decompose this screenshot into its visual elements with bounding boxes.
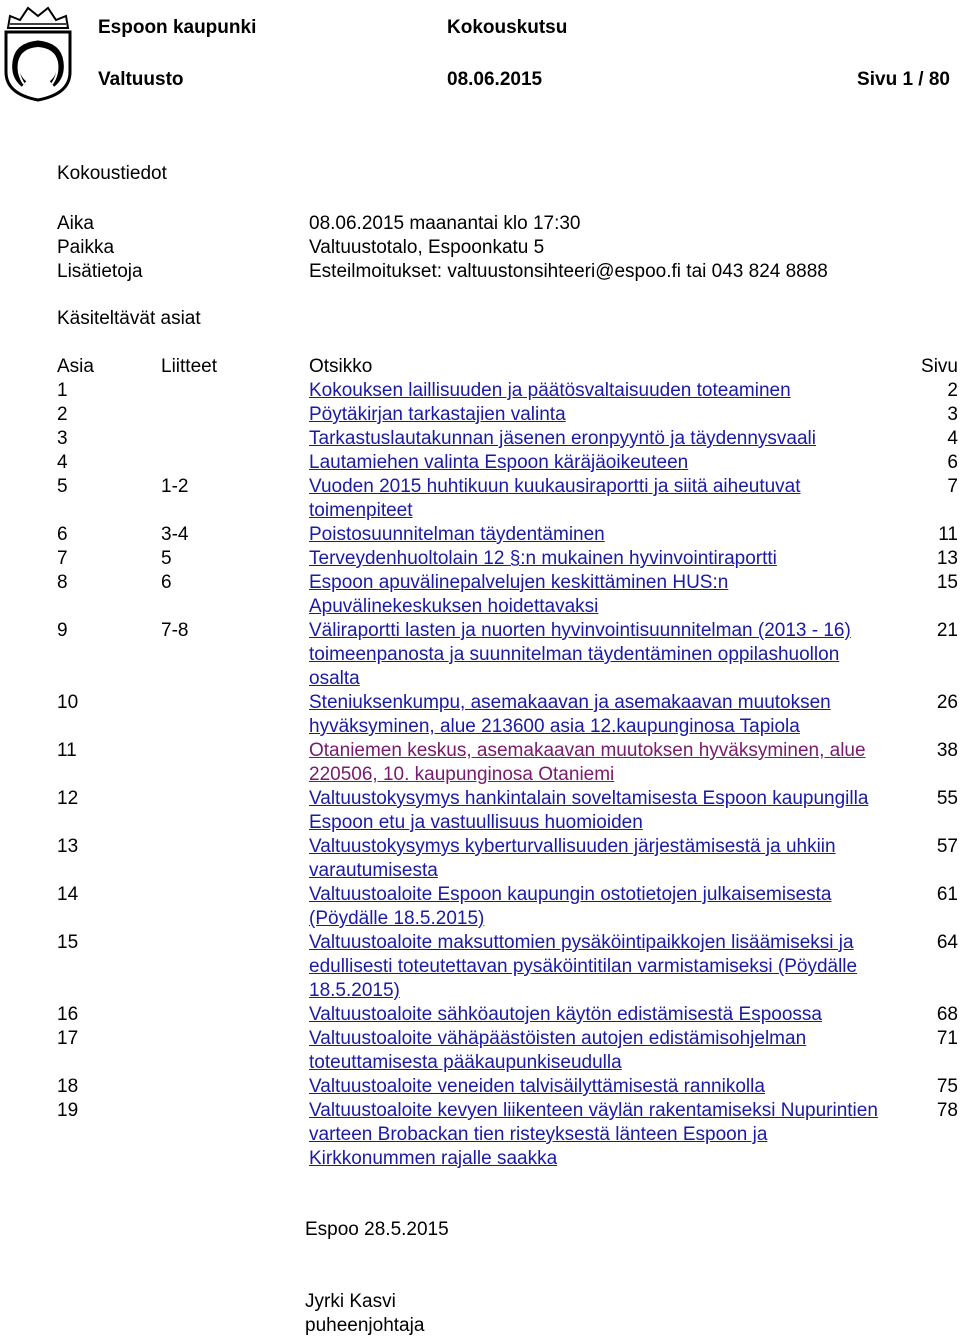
item-title-link[interactable]: Valtuustokysymys kyberturvallisuuden järjestämisestä ja uhkiin varautumisesta (309, 836, 836, 881)
item-number: 17 (57, 1028, 79, 1049)
agenda-table (57, 355, 960, 1171)
agenda-header-row (57, 355, 960, 379)
item-number: 8 (57, 572, 68, 593)
agenda-row (57, 379, 960, 403)
column-header-page: Sivu (921, 356, 958, 377)
item-title-link[interactable]: Väliraportti lasten ja nuorten hyvinvointisuunnitelman (2013 - 16) toimeenpanosta ja suunnitelman täydentäminen oppilashuollon osalta (309, 620, 851, 689)
signer-name: Jyrki Kasvi (305, 1291, 396, 1312)
agenda-row (57, 1027, 960, 1075)
item-page: 78 (936, 1100, 958, 1121)
item-page: 26 (936, 692, 958, 713)
item-page: 7 (947, 476, 958, 497)
agenda-row (57, 475, 960, 523)
agenda-row (57, 571, 960, 619)
item-title-link[interactable]: Valtuustoaloite veneiden talvisäilyttämisestä rannikolla (309, 1076, 765, 1097)
info-label: Paikka (57, 237, 115, 258)
item-number: 13 (57, 836, 79, 857)
item-title-link[interactable]: Espoon apuvälinepalvelujen keskittäminen HUS:n Apuvälinekeskuksen hoidettavaksi (309, 572, 729, 617)
item-title-link[interactable]: Valtuustoaloite vähäpäästöisten autojen edistämisohjelman toteuttamisesta pääkaupunkiseudulla (309, 1028, 807, 1073)
agenda-row (57, 619, 960, 691)
item-page: 13 (936, 548, 958, 569)
info-value: 08.06.2015 maanantai klo 17:30 (309, 213, 581, 234)
agenda-row (57, 451, 960, 475)
item-page: 75 (936, 1076, 958, 1097)
item-title-link[interactable]: Vuoden 2015 huhtikuun kuukausiraportti ja siitä aiheutuvat toimenpiteet (309, 476, 801, 521)
item-title-link[interactable]: Otaniemen keskus, asemakaavan muutoksen hyväksyminen, alue 220506, 10. kaupunginosa Otaniemi (309, 740, 866, 785)
info-row (57, 260, 828, 284)
item-number: 12 (57, 788, 79, 809)
item-number: 18 (57, 1076, 79, 1097)
item-attachments: 6 (161, 572, 172, 593)
agenda-row (57, 427, 960, 451)
item-number: 7 (57, 548, 68, 569)
item-attachments: 7-8 (161, 620, 189, 641)
meeting-body: Valtuusto (98, 69, 184, 90)
item-number: 3 (57, 428, 68, 449)
item-attachments: 3-4 (161, 524, 189, 545)
info-value: Valtuustotalo, Espoonkatu 5 (309, 237, 545, 258)
info-value: Esteilmoitukset: valtuustonsihteeri@espoo.fi tai 043 824 8888 (309, 261, 828, 282)
item-page: 68 (936, 1004, 958, 1025)
item-number: 11 (57, 740, 77, 761)
agenda-row (57, 1099, 960, 1171)
info-row (57, 236, 828, 260)
agenda-row (57, 1075, 960, 1099)
espoo-coat-of-arms-icon (2, 2, 74, 102)
item-title-link[interactable]: Poistosuunnitelman täydentäminen (309, 524, 605, 545)
agenda-row (57, 523, 960, 547)
page-counter: Sivu 1 / 80 (857, 69, 950, 90)
agenda-heading: Käsiteltävät asiat (57, 308, 201, 329)
item-page: 55 (936, 788, 958, 809)
item-number: 16 (57, 1004, 79, 1025)
item-page: 4 (947, 428, 958, 449)
item-page: 11 (938, 524, 958, 545)
item-number: 14 (57, 884, 79, 905)
agenda-row (57, 931, 960, 1003)
column-header-title: Otsikko (309, 356, 373, 377)
meeting-info-heading: Kokoustiedot (57, 163, 167, 184)
item-title-link[interactable]: Valtuustoaloite kevyen liikenteen väylän rakentamiseksi Nupurintien varteen Brobackan tien risteyksestä länteen Espoon ja Kirkkonummen rajalle saakka (309, 1100, 878, 1169)
item-title-link[interactable]: Valtuustoaloite sähköautojen käytön edistämisestä Espoossa (309, 1004, 822, 1025)
item-page: 38 (936, 740, 958, 761)
meeting-info (57, 212, 828, 284)
agenda-row (57, 1003, 960, 1027)
item-page: 21 (936, 620, 958, 641)
item-attachments: 5 (161, 548, 172, 569)
agenda-row (57, 835, 960, 883)
item-number: 9 (57, 620, 68, 641)
place-and-date: Espoo 28.5.2015 (305, 1219, 449, 1240)
agenda-row (57, 403, 960, 427)
info-label: Lisätietoja (57, 261, 143, 282)
item-title-link[interactable]: Valtuustoaloite maksuttomien pysäköintipaikkojen lisäämiseksi ja edullisesti toteutettavan pysäköintitilan varmistamiseksi (Pöydälle 18.5.2015) (309, 932, 858, 1001)
info-row (57, 212, 828, 236)
item-title-link[interactable]: Tarkastuslautakunnan jäsenen eronpyyntö ja täydennysvaali (309, 428, 816, 449)
agenda-row (57, 883, 960, 931)
item-title-link[interactable]: Lautamiehen valinta Espoon käräjäoikeuteen (309, 452, 689, 473)
agenda-row (57, 691, 960, 739)
item-title-link[interactable]: Valtuustokysymys hankintalain soveltamisesta Espoon kaupungilla Espoon etu ja vastuullisuus huomioiden (309, 788, 869, 833)
item-number: 15 (57, 932, 79, 953)
item-page: 71 (936, 1028, 958, 1049)
agenda-row (57, 739, 960, 787)
agenda-row (57, 787, 960, 835)
agenda-row (57, 547, 960, 571)
item-number: 1 (57, 380, 68, 401)
column-header-nr: Asia (57, 356, 94, 377)
item-number: 2 (57, 404, 68, 425)
organization-name: Espoon kaupunki (98, 17, 257, 38)
item-title-link[interactable]: Valtuustoaloite Espoon kaupungin ostotietojen julkaisemisesta (Pöydälle 18.5.2015) (309, 884, 832, 929)
item-number: 5 (57, 476, 68, 497)
item-page: 15 (936, 572, 958, 593)
item-number: 10 (57, 692, 79, 713)
item-title-link[interactable]: Terveydenhuoltolain 12 §:n mukainen hyvinvointiraportti (309, 548, 777, 569)
item-page: 2 (947, 380, 958, 401)
item-page: 57 (936, 836, 958, 857)
item-attachments: 1-2 (161, 476, 189, 497)
item-page: 6 (947, 452, 958, 473)
document-type: Kokouskutsu (447, 17, 568, 38)
item-title-link[interactable]: Pöytäkirjan tarkastajien valinta (309, 404, 566, 425)
item-page: 61 (936, 884, 958, 905)
signer-role: puheenjohtaja (305, 1315, 425, 1336)
item-number: 4 (57, 452, 68, 473)
info-label: Aika (57, 213, 94, 234)
item-page: 3 (947, 404, 958, 425)
item-title-link[interactable]: Kokouksen laillisuuden ja päätösvaltaisuuden toteaminen (309, 380, 791, 401)
item-page: 64 (936, 932, 958, 953)
item-number: 19 (57, 1100, 79, 1121)
column-header-attachments: Liitteet (161, 356, 217, 377)
item-title-link[interactable]: Steniuksenkumpu, asemakaavan ja asemakaavan muutoksen hyväksyminen, alue 213600 asia 12.kaupunginosa Tapiola (309, 692, 831, 737)
meeting-date: 08.06.2015 (447, 69, 543, 90)
item-number: 6 (57, 524, 68, 545)
